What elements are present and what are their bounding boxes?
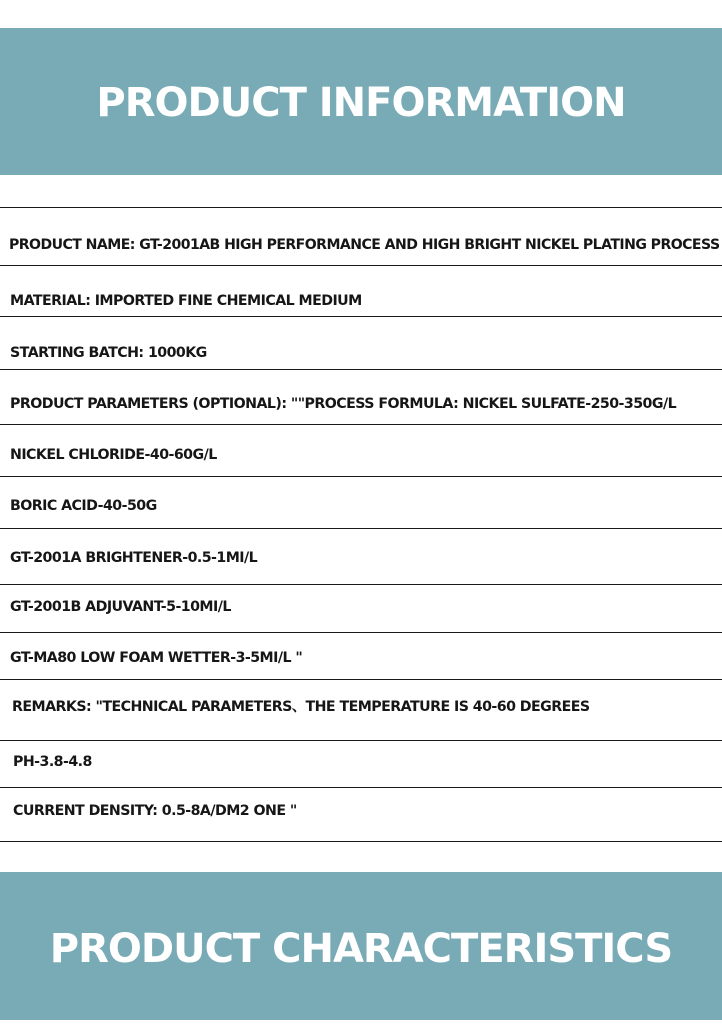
material-text: MATERIAL: IMPORTED FINE CHEMICAL MEDIUM — [10, 293, 362, 309]
brightener-text: GT-2001A BRIGHTENER-0.5-1MI/L — [10, 550, 258, 566]
row-divider — [0, 369, 722, 370]
product-parameters-text: PRODUCT PARAMETERS (OPTIONAL): ""PROCESS FORMULA: NICKEL SULFATE-250-350G/L — [10, 396, 677, 412]
product-information-heading: PRODUCT INFORMATION — [96, 79, 626, 126]
remarks-text: REMARKS: "TECHNICAL PARAMETERS、THE TEMPERATURE IS 40-60 DEGREES — [12, 699, 590, 715]
current-density-text: CURRENT DENSITY: 0.5-8A/DM2 ONE " — [13, 803, 297, 819]
starting-batch-text: STARTING BATCH: 1000KG — [10, 345, 207, 361]
boric-acid-text: BORIC ACID-40-50G — [10, 498, 157, 514]
product-information-banner — [0, 28, 722, 175]
row-divider — [0, 207, 722, 208]
row-divider — [0, 679, 722, 680]
wetter-text: GT-MA80 LOW FOAM WETTER-3-5MI/L " — [10, 650, 303, 666]
row-divider — [0, 528, 722, 529]
row-divider — [0, 632, 722, 633]
row-divider — [0, 584, 722, 585]
nickel-chloride-text: NICKEL CHLORIDE-40-60G/L — [10, 447, 217, 463]
product-characteristics-banner — [0, 872, 722, 1020]
product-characteristics-heading: PRODUCT CHARACTERISTICS — [49, 926, 673, 972]
adjuvant-text: GT-2001B ADJUVANT-5-10MI/L — [10, 599, 231, 615]
row-divider — [0, 740, 722, 741]
row-divider — [0, 841, 722, 842]
row-divider — [0, 265, 722, 266]
row-divider — [0, 424, 722, 425]
row-divider — [0, 476, 722, 477]
row-divider — [0, 787, 722, 788]
ph-text: PH-3.8-4.8 — [13, 754, 92, 770]
product-name-text: PRODUCT NAME: GT-2001AB HIGH PERFORMANCE AND HIGH BRIGHT NICKEL PLATING PROCESS — [9, 237, 720, 253]
row-divider — [0, 316, 722, 317]
